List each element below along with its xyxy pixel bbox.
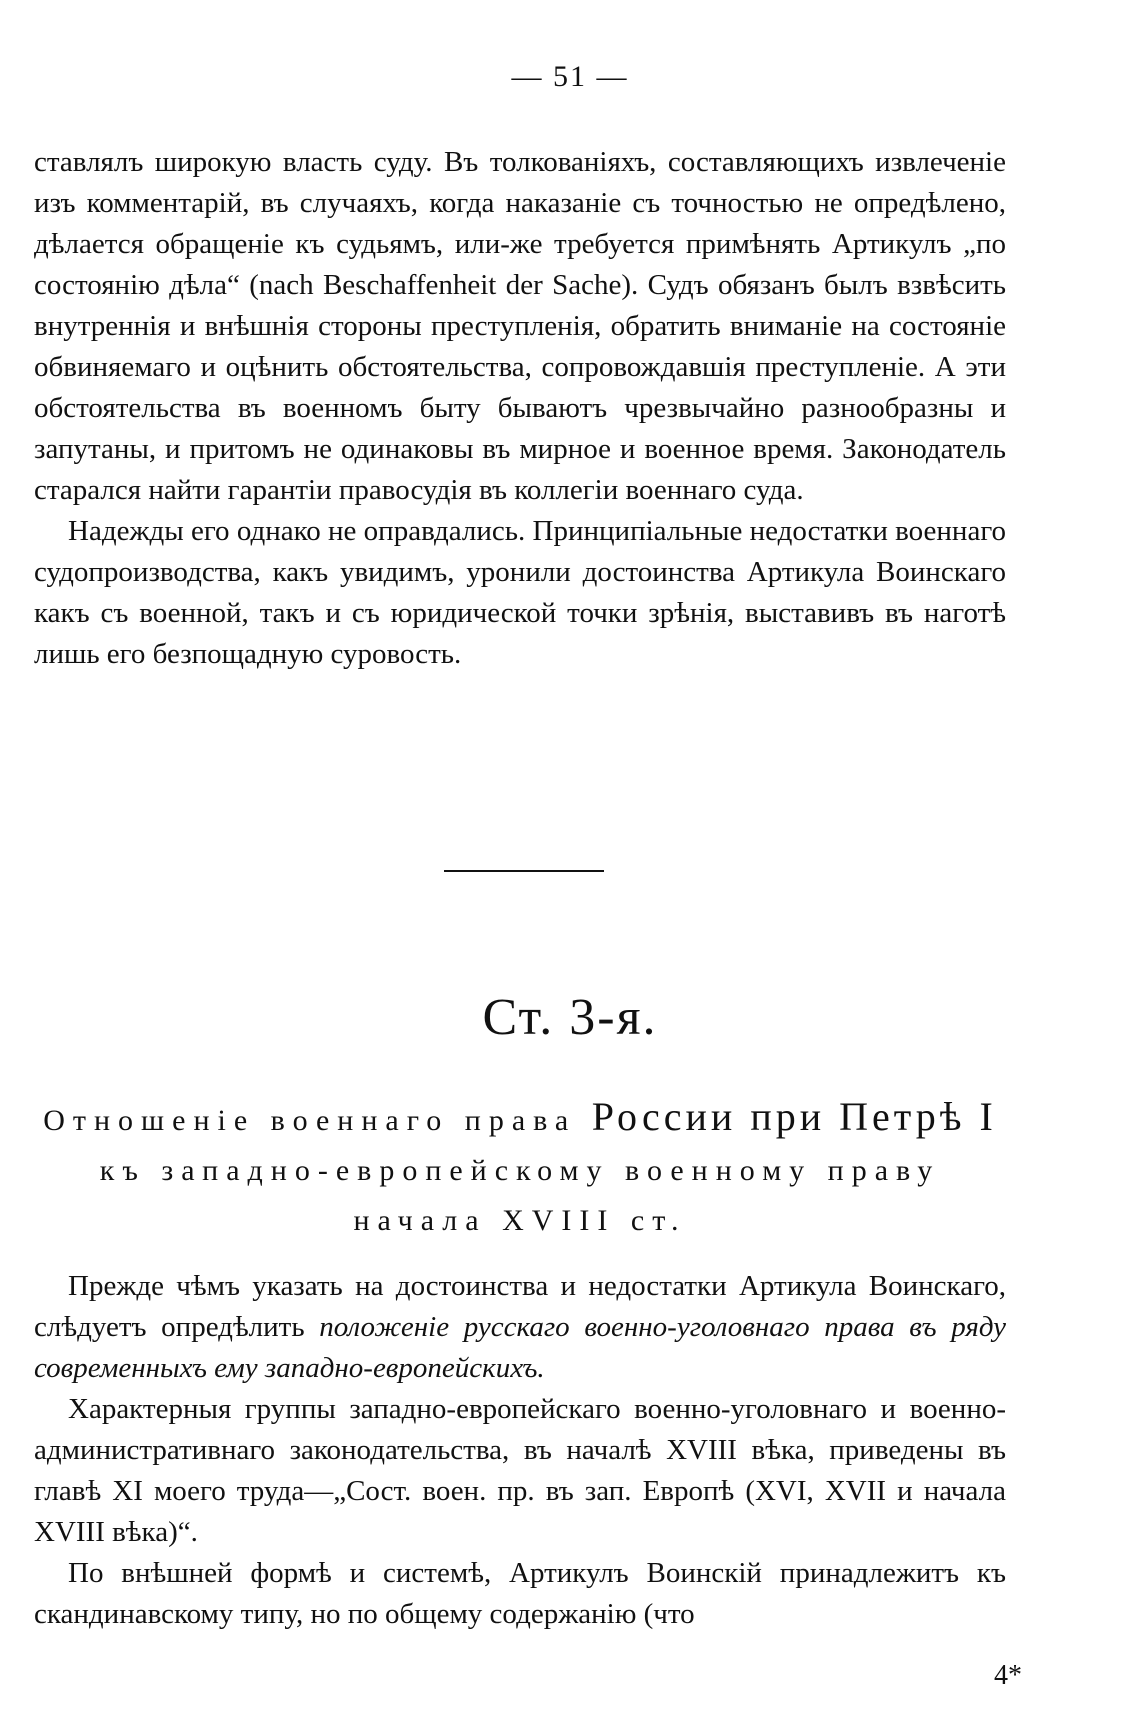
signature-mark: 4* <box>994 1660 1022 1691</box>
chapter-heading-part: Отношеніе военнаго права <box>43 1104 592 1137</box>
paragraph-text: Прежде чѣмъ указать на достоинства и недостатки Артикула Воинскаго, слѣдуетъ опредѣлить <box>34 1270 1006 1343</box>
paragraph: ставлялъ широкую власть суду. Въ толкованіяхъ, составляющихъ извлеченіе изъ комментарій, въ случаяхъ, когда наказаніе съ точностью не опредѣлено, дѣлается обращеніе къ судьямъ, или-же требуется примѣнять Артикулъ „по состоянію дѣла“ (nach Beschaffenheit der Sache). Судъ обязанъ былъ взвѣсить внутреннія и внѣшнія стороны преступленія, обратить вниманіе на состояніе обвиняемаго и оцѣнить обстоятельства, сопровождавшія преступленіе. А эти обстоятельства въ военномъ быту бываютъ чрезвычайно разнообразны и запутаны, и притомъ не одинаковы въ мирное и военное время. Законодатель старался найти гарантіи правосудія въ коллегіи военнаго суда. <box>34 146 1006 506</box>
chapter-heading-line: начала XVIII ст. <box>353 1204 687 1237</box>
chapter-heading-line <box>34 1092 1006 1146</box>
section2-text <box>34 1266 1006 1635</box>
section1-text <box>34 142 1006 675</box>
chapter-heading-line: къ западно-европейскому военному праву <box>99 1154 941 1187</box>
paragraph: Характерныя группы западно-европейскаго военно-уголовнаго и военно-административнаго законодательства, въ началѣ XVIII вѣка, приведены въ главѣ XI моего труда—„Сост. воен. пр. въ зап. Европѣ (XVI, XVII и начала XVIII вѣка)“. <box>34 1393 1006 1548</box>
chapter-heading-part: России при Петрѣ I <box>591 1094 997 1139</box>
chapter-title: Ст. 3-я. <box>482 989 658 1046</box>
page-number: — 51 — <box>511 60 629 93</box>
paragraph: По внѣшней формѣ и системѣ, Артикулъ Воинскій принадлежитъ къ скандинавскому типу, но по общему содержанію (что <box>34 1557 1006 1630</box>
chapter-heading <box>34 1092 1006 1246</box>
paragraph: Надежды его однако не оправдались. Принципіальные недостатки военнаго судопроизводства, какъ увидимъ, уронили достоинства Артикула Воинскаго какъ съ военной, такъ и съ юридической точки зрѣнія, выставивъ въ наготѣ лишь его безпощадную суровость. <box>34 515 1006 670</box>
paragraph-italic-text: положеніе русскаго военно-уголовнаго права въ ряду современныхъ ему западно-европейскихъ. <box>34 1311 1006 1384</box>
paragraph <box>34 1266 1006 1389</box>
section-divider <box>444 870 604 872</box>
